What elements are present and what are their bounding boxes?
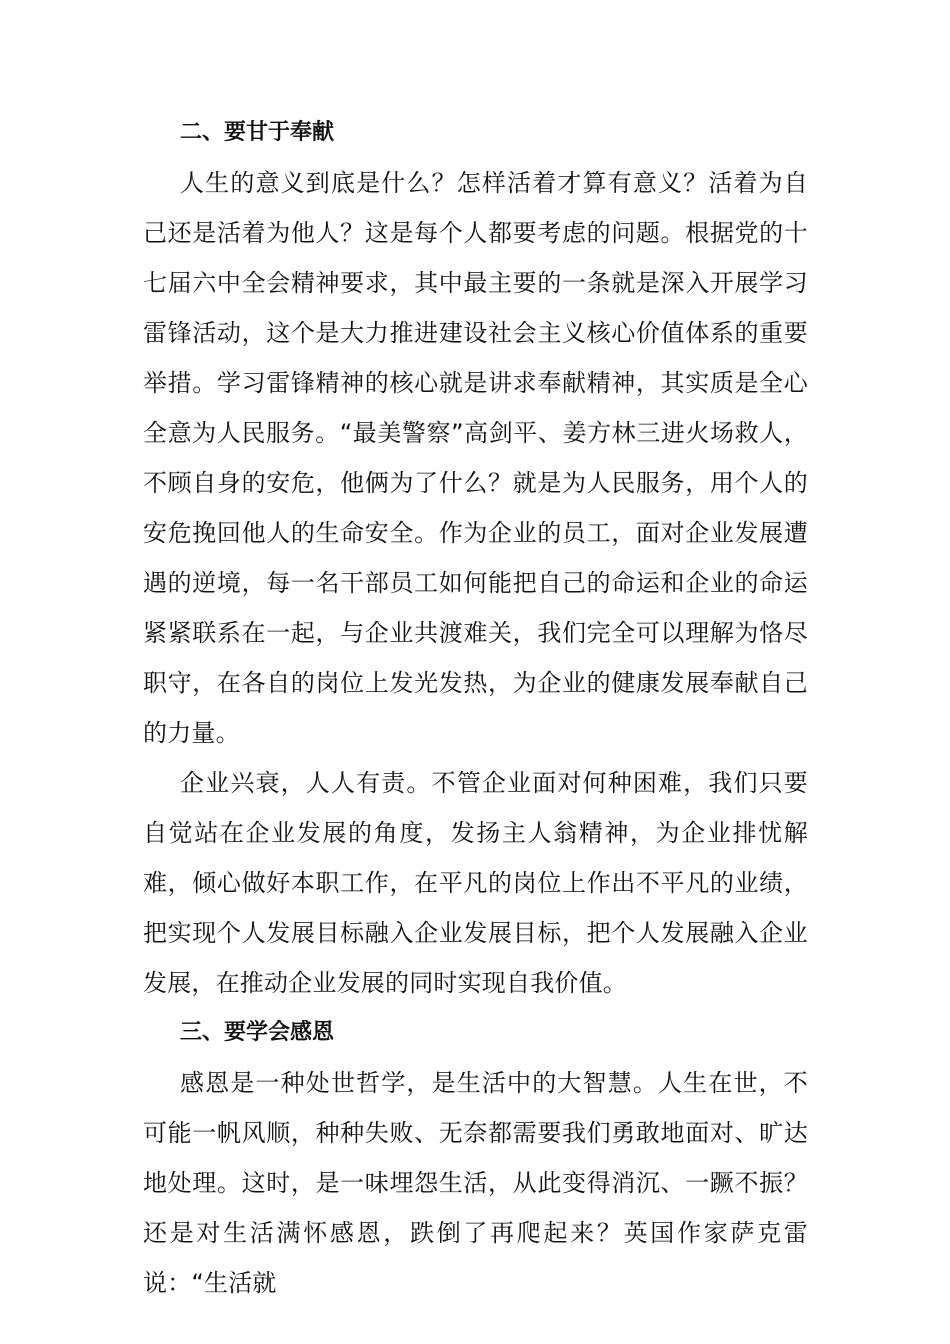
paragraph-dedication-1: 人生的意义到底是什么？怎样活着才算有意义？活着为自己还是活着为他人？这是每个人都要考虑的问题。根据党的十七届六中全会精神要求，其中最主要的一条就是深入开展学习雷锋活动，这个是大力推进建设社会主义核心价值体系的重要举措。学习雷锋精神的核心就是讲求奉献精神，其实质是全心全意为人民服务。“最美警察”高剑平、姜方林三进火场救人，不顾自身的安危，他俩为了什么？就是为人民服务，用个人的安危挽回他人的生命安全。作为企业的员工，面对企业发展遭遇的逆境，每一名干部员工如何能把自己的命运和企业的命运紧紧联系在一起，与企业共渡难关，我们完全可以理解为恪尽职守，在各自的岗位上发光发热，为企业的健康发展奉献自己的力量。	[143, 169, 808, 747]
section-heading-3: 三、要学会感恩	[180, 1020, 335, 1045]
document-page	[143, 108, 808, 1308]
section-heading-2: 二、要甘于奉献	[180, 120, 335, 145]
paragraph-dedication-2: 企业兴衰，人人有责。不管企业面对何种困难，我们只要自觉站在企业发展的角度，发扬主人翁精神，为企业排忧解难，倾心做好本职工作，在平凡的岗位上作出不平凡的业绩，把实现个人发展目标融入企业发展目标，把个人发展融入企业发展，在推动企业发展的同时实现自我价值。	[143, 769, 808, 997]
paragraph-gratitude-1: 感恩是一种处世哲学，是生活中的大智慧。人生在世，不可能一帆风顺，种种失败、无奈都需要我们勇敢地面对、旷达地处理。这时，是一味埋怨生活，从此变得消沉、一蹶不振？还是对生活满怀感恩，跌倒了再爬起来？英国作家萨克雷说：“生活就	[143, 1069, 808, 1297]
